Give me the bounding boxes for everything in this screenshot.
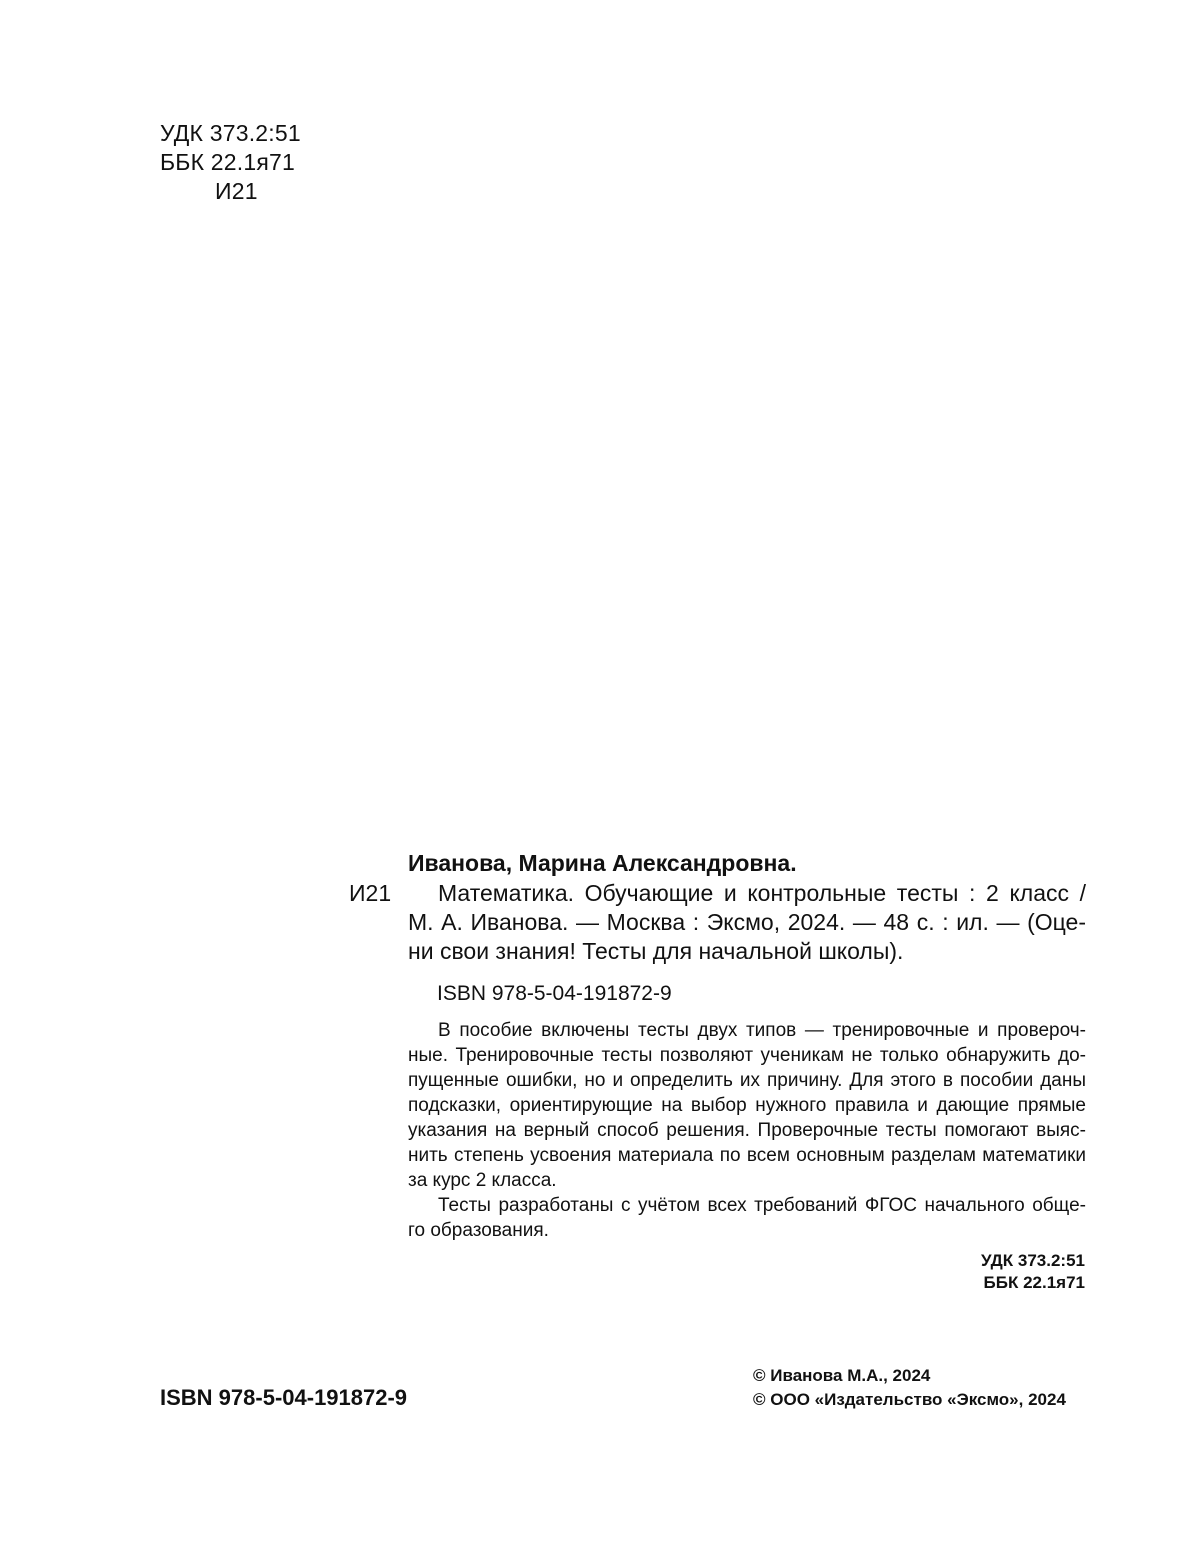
isbn-footer: ISBN 978-5-04-191872-9	[160, 1385, 408, 1410]
annotation-line: подсказки, ориентирующие на выбор нужного правила и дающие прямые	[408, 1095, 1086, 1116]
annotation-line: пущенные ошибки, но и определить их причину. Для этого в пособии даны	[408, 1070, 1086, 1091]
biblio-imprint-line: М. А. Иванова. — Москва : Эксмо, 2024. — 48 с. : ил. — (Оце-	[408, 909, 1086, 935]
author-cipher-top: И21	[215, 178, 258, 204]
annotation-line: ные. Тренировочные тесты позволяют ученикам не только обнаружить до-	[408, 1045, 1086, 1066]
annotation-line: за курс 2 класса.	[408, 1170, 557, 1191]
annotation-line: го образования.	[408, 1220, 549, 1241]
biblio-series-line: ни свои знания! Тесты для начальной школы).	[408, 938, 904, 964]
annotation-line: нить степень усвоения материала по всем основным разделам математики	[408, 1145, 1086, 1166]
bbk-code-bottom: ББК 22.1я71	[983, 1273, 1085, 1292]
udk-code-top: УДК 373.2:51	[160, 120, 301, 146]
annotation-line: Тесты разработаны с учётом всех требований ФГОС начального обще-	[438, 1195, 1086, 1216]
author-cipher: И21	[349, 880, 392, 906]
copyright-author: © Иванова М.А., 2024	[753, 1366, 931, 1385]
author-heading: Иванова, Марина Александровна.	[408, 850, 797, 876]
annotation-line: В пособие включены тесты двух типов — тренировочные и провероч-	[438, 1020, 1086, 1041]
isbn-inline: ISBN 978-5-04-191872-9	[437, 982, 672, 1005]
bbk-code-top: ББК 22.1я71	[160, 149, 295, 175]
biblio-title-line: Математика. Обучающие и контрольные тесты : 2 класс /	[438, 880, 1086, 906]
annotation-line: указания на верный способ решения. Проверочные тесты помогают выяс-	[408, 1120, 1086, 1141]
copyright-publisher: © ООО «Издательство «Эксмо», 2024	[753, 1390, 1066, 1409]
udk-code-bottom: УДК 373.2:51	[980, 1251, 1085, 1270]
